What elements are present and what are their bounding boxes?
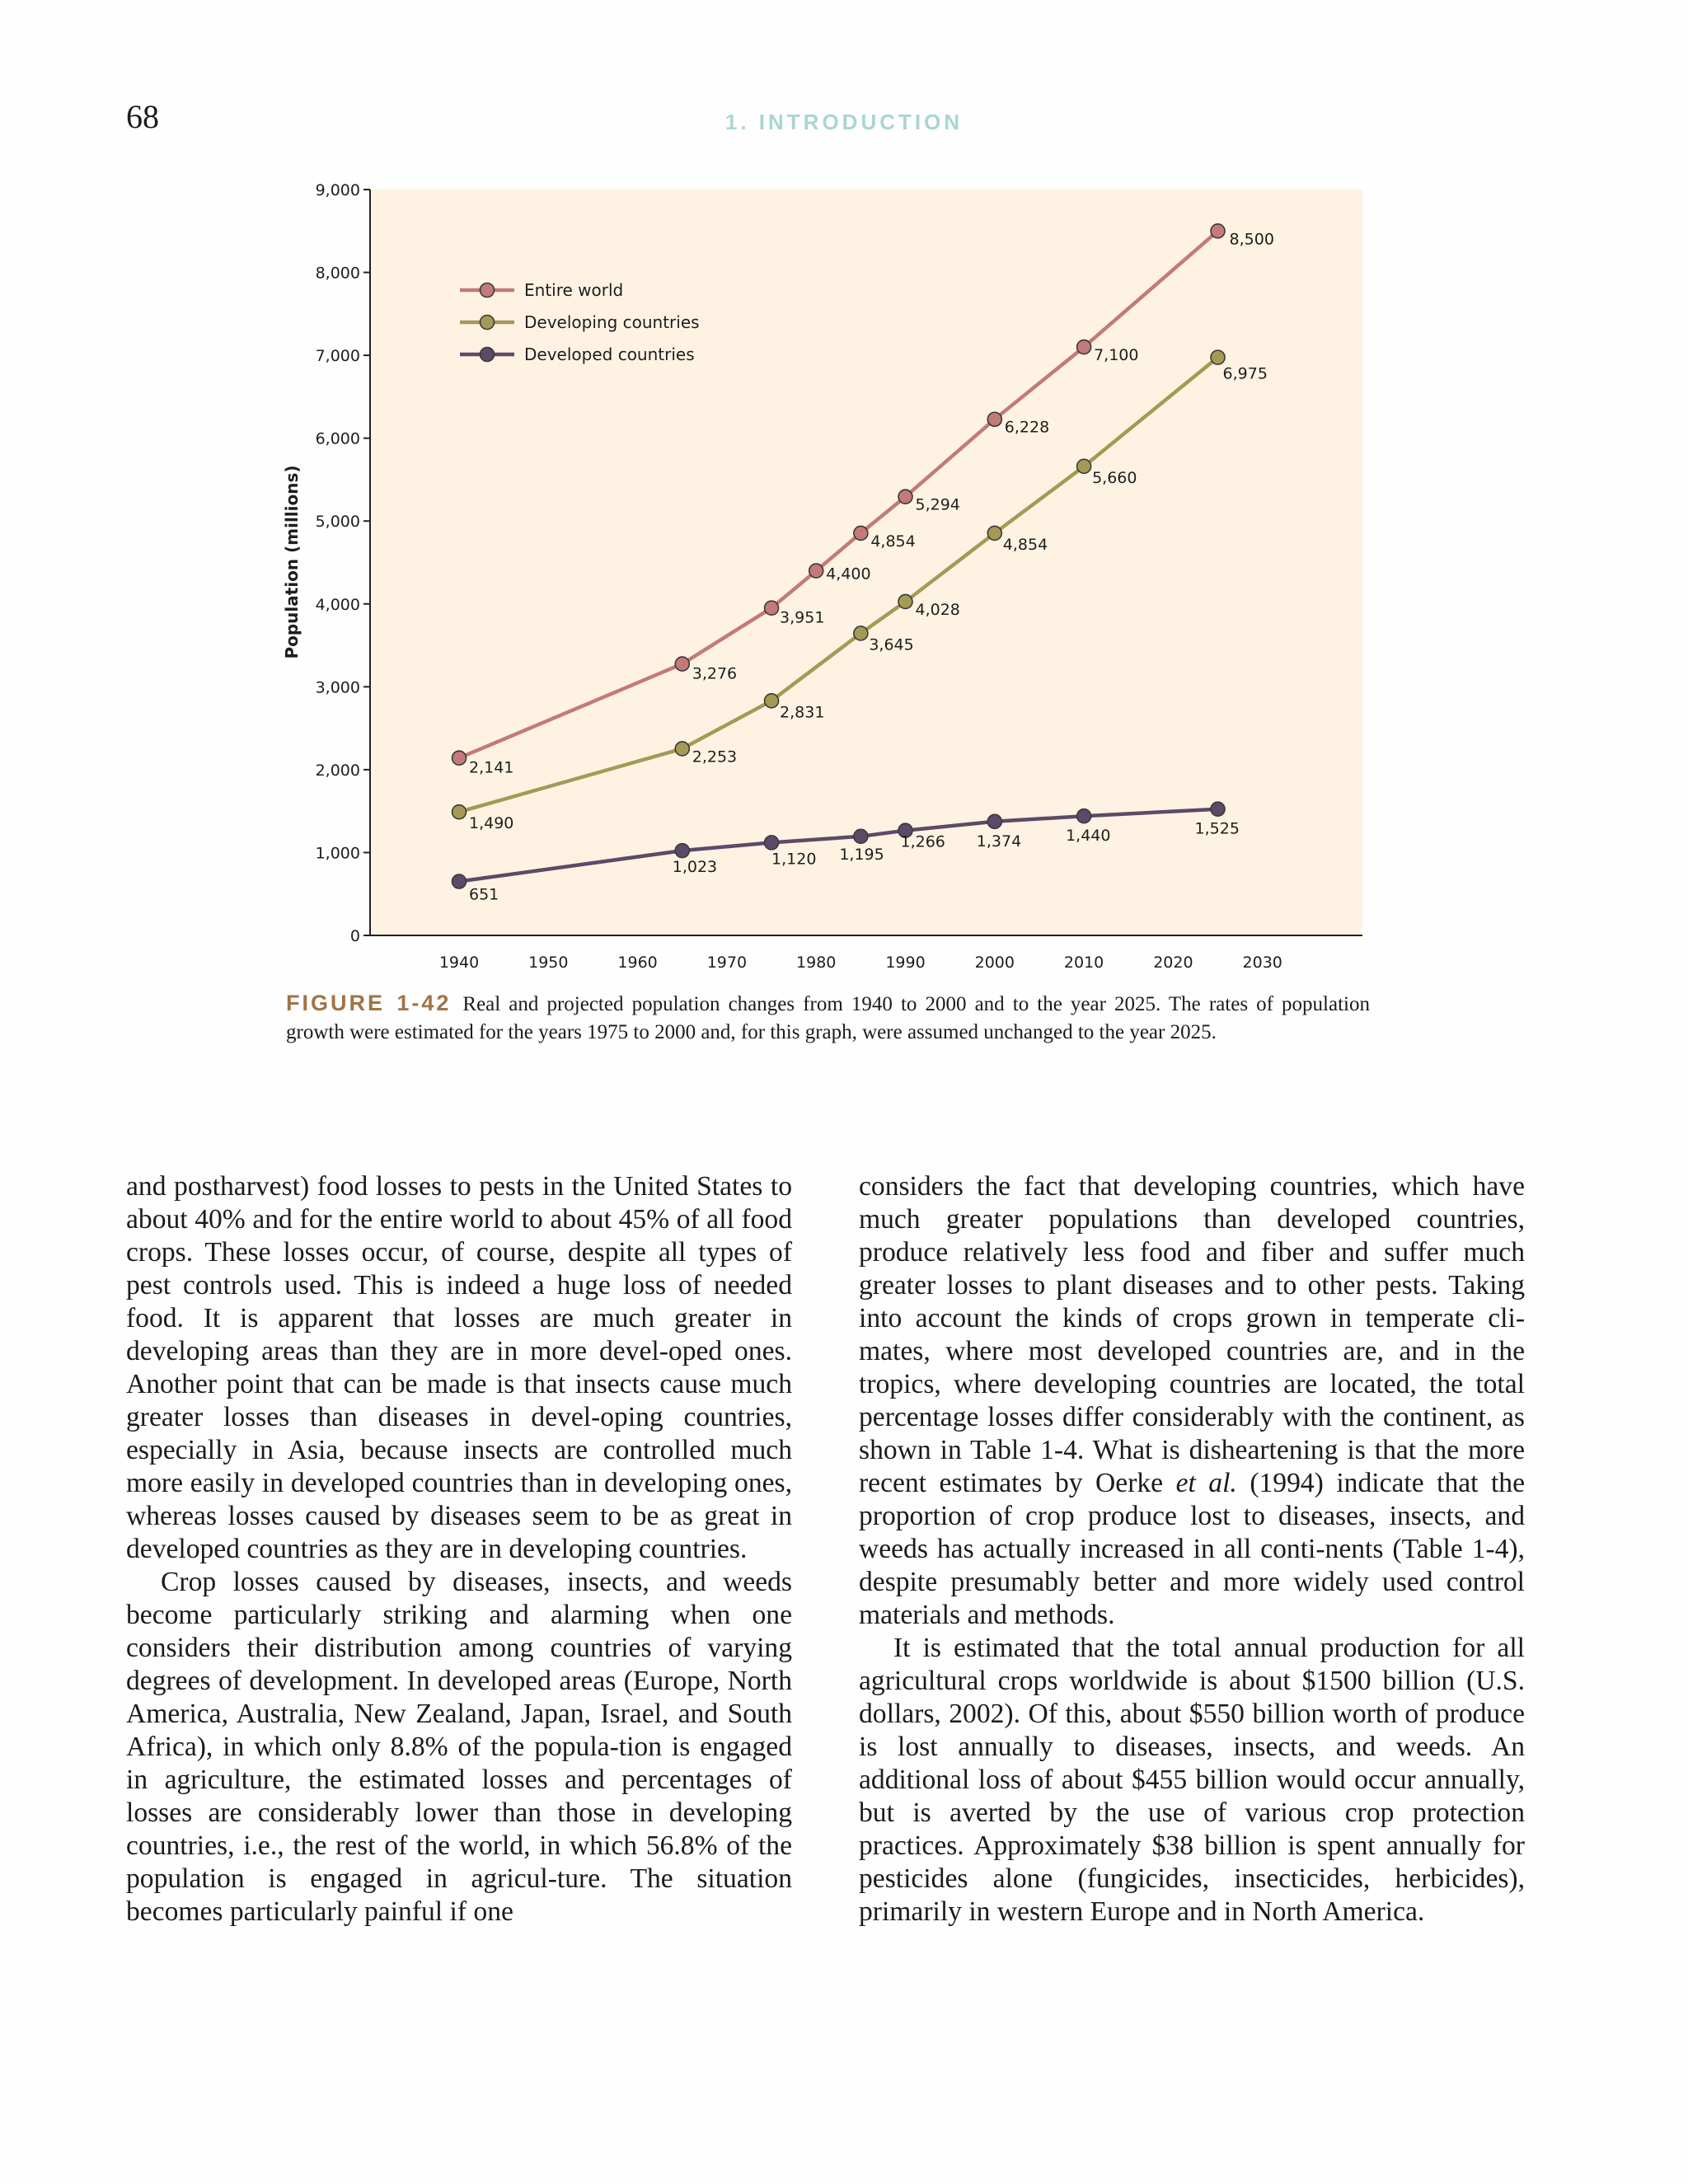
- body-column-left: [126, 1170, 792, 1929]
- page-number: 68: [126, 98, 159, 135]
- data-label: 4,854: [1002, 535, 1048, 554]
- x-tick-label: 1940: [438, 954, 480, 972]
- data-label: 6,228: [1004, 418, 1050, 437]
- data-point: [452, 874, 467, 888]
- y-tick-label: 2,000: [315, 761, 360, 780]
- data-label: 6,975: [1222, 364, 1268, 383]
- y-tick-label: 9,000: [315, 181, 360, 199]
- data-label: 7,100: [1094, 346, 1139, 365]
- y-tick-label: 1,000: [315, 844, 360, 863]
- data-point: [1077, 809, 1091, 823]
- data-point: [987, 412, 1001, 426]
- y-tick-label: 3,000: [315, 678, 360, 697]
- x-tick-label: 1970: [706, 954, 748, 972]
- data-label: 1,266: [900, 832, 945, 851]
- data-label: 651: [469, 885, 499, 904]
- population-line-chart: [0, 0, 1688, 989]
- legend-label: Developing countries: [524, 312, 700, 332]
- figure-caption: [286, 989, 1370, 1047]
- data-point: [675, 742, 689, 756]
- x-tick-label: 2000: [974, 954, 1015, 972]
- x-tick-label: 1980: [796, 954, 837, 972]
- body-paragraph: and postharvest) food losses to pests in the United States to about 40% and for the entire world to about 45% of all food crops. These losses occur, of course, despite all types of pest controls used. This is indeed a huge loss of needed food. It is apparent that losses are much greater in developing areas than they are in more devel-oped ones. Another point that can be made is that insects cause much greater losses than diseases in devel-oping countries, especially in Asia, because insects are controlled much more easily in developed countries than in developing ones, whereas losses caused by diseases seem to be as great in developed countries as they are in developing countries.: [126, 1171, 792, 1564]
- data-point: [1211, 802, 1225, 816]
- data-point: [675, 844, 689, 858]
- running-head: 1. INTRODUCTION: [724, 110, 964, 134]
- data-point: [809, 564, 823, 578]
- data-label: 4,854: [870, 532, 916, 551]
- data-label: 8,500: [1229, 230, 1274, 249]
- x-tick-label: 2020: [1153, 954, 1193, 972]
- legend-label: Developed countries: [524, 344, 695, 364]
- data-label: 3,276: [692, 664, 738, 683]
- body-text-italic: et al.: [1175, 1468, 1237, 1498]
- data-point: [675, 657, 689, 671]
- data-label: 1,195: [839, 845, 884, 864]
- y-axis-title: Population (millions): [282, 465, 302, 659]
- data-point: [452, 751, 467, 765]
- legend-swatch-marker: [481, 284, 495, 298]
- body-paragraph: It is estimated that the total annual production for all agricultural crops worldwide is about $1500 billion (U.S. dollars, 2002). Of this, about $550 billion worth of produce is lost annually to diseases, insects, and weeds. An additional loss of about $455 billion would occur annually, but is averted by the use of various crop protection practices. Approximately $38 billion is spent annually for pesticides alone (fungicides, insecticides, herbicides), primarily in western Europe and in North America.: [859, 1633, 1525, 1927]
- data-point: [765, 836, 779, 850]
- legend-label: Entire world: [524, 280, 624, 300]
- data-label: 4,400: [826, 565, 871, 583]
- data-point: [898, 490, 912, 504]
- x-tick-label: 1990: [885, 954, 926, 972]
- y-tick-label: 5,000: [315, 513, 360, 532]
- legend-swatch-marker: [481, 348, 495, 362]
- data-point: [452, 805, 467, 819]
- legend-swatch-marker: [481, 316, 495, 330]
- data-label: 1,525: [1194, 819, 1240, 838]
- data-point: [854, 829, 868, 843]
- y-tick-label: 0: [349, 927, 360, 945]
- data-point: [987, 814, 1001, 828]
- data-point: [1211, 350, 1225, 364]
- data-label: 3,951: [780, 608, 825, 627]
- y-tick-label: 7,000: [315, 347, 360, 366]
- data-label: 1,440: [1066, 827, 1111, 846]
- data-label: 2,253: [692, 748, 738, 766]
- data-point: [765, 601, 779, 615]
- body-text: considers the fact that developing countries, which have much greater populations than developed countries, produce relatively less food and fiber and suffer much greater losses to plant diseases and to other pests. Taking into account the kinds of crops grown in temperate cli-mates, where most developed countries are, and in the tropics, where developing countries are located, the total percentage losses differ considerably with the continent, as shown in Table 1-4. What is disheartening is that the more recent estimates by Oerke: [859, 1171, 1525, 1498]
- data-label: 4,028: [915, 600, 960, 619]
- data-label: 1,374: [976, 832, 1022, 851]
- data-label: 1,120: [771, 850, 817, 869]
- data-point: [1077, 459, 1091, 473]
- data-point: [854, 526, 868, 540]
- y-tick-label: 6,000: [315, 429, 360, 448]
- data-label: 3,645: [869, 635, 914, 654]
- body-column-right: [859, 1170, 1525, 1929]
- x-tick-label: 1960: [617, 954, 658, 972]
- data-label: 5,294: [915, 495, 960, 514]
- data-label: 2,141: [469, 758, 514, 777]
- y-tick-label: 8,000: [315, 264, 360, 283]
- data-point: [898, 594, 912, 608]
- body-paragraph: [859, 1170, 1525, 1632]
- data-label: 1,490: [469, 814, 514, 833]
- data-point: [987, 526, 1001, 540]
- y-tick-label: 4,000: [315, 595, 360, 614]
- data-point: [765, 694, 779, 708]
- figure-caption-text: Real and projected population changes from 1940 to 2000 and to the year 2025. The rates of population growth were estimated for the years 1975 to 2000 and, for this graph, were assumed unchanged to the year 2025.: [286, 993, 1370, 1043]
- body-paragraph: Crop losses caused by diseases, insects, and weeds become particularly striking and alarming when one considers their distribution among countries of varying degrees of development. In developed areas (Europe, North America, Australia, New Zealand, Japan, Israel, and South Africa), in which only 8.8% of the popula-tion is engaged in agriculture, the estimated losses and percentages of losses are considerably lower than those in developing countries, i.e., the rest of the world, in which 56.8% of the population is engaged in agricul-ture. The situation becomes particularly painful if one: [126, 1567, 792, 1927]
- figure-label: FIGURE 1-42: [286, 991, 452, 1015]
- data-point: [1211, 224, 1225, 238]
- data-point: [854, 626, 868, 640]
- body-text: (1994) indicate that the proportion of crop produce lost to diseases, insects, and weeds has actually increased in all conti-nents (Table 1-4), despite presumably better and more widely used control materials and methods.: [859, 1468, 1525, 1630]
- x-tick-label: 2010: [1063, 954, 1104, 972]
- data-label: 2,831: [780, 703, 825, 722]
- data-point: [1077, 340, 1091, 354]
- x-tick-label: 2030: [1242, 954, 1282, 972]
- data-label: 1,023: [672, 858, 718, 877]
- data-label: 5,660: [1092, 468, 1137, 487]
- x-tick-label: 1950: [528, 954, 569, 972]
